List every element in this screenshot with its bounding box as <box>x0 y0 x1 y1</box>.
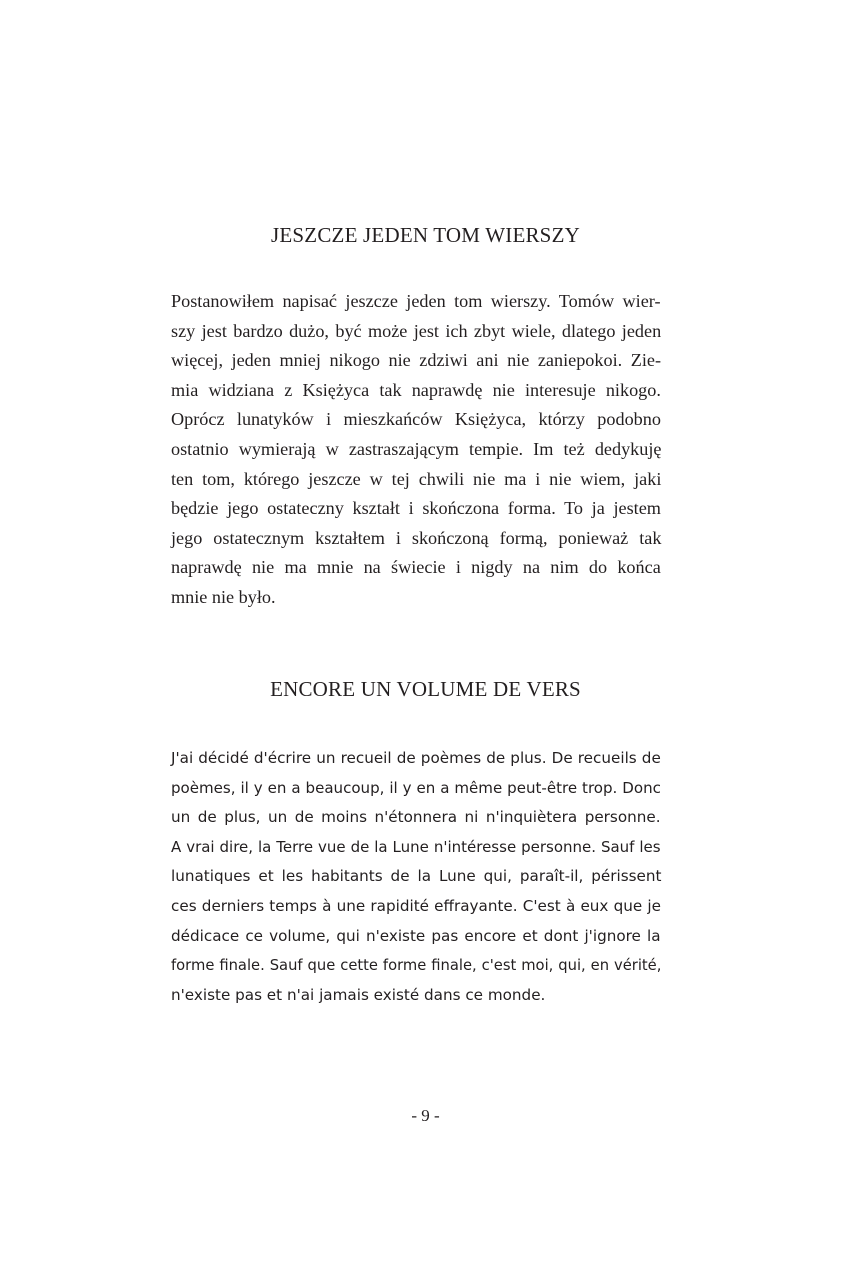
french-line: J'ai décidé d'écrire un recueil de poèmes de plus. De recueils de <box>171 749 661 767</box>
french-section-title: ENCORE UN VOLUME DE VERS <box>270 677 581 701</box>
polish-line: ostatnio wymierają w zastraszającym tempie. Im też dedykuję <box>171 438 662 459</box>
polish-line: naprawdę nie ma mnie na świecie i nigdy na nim do końca <box>171 557 661 578</box>
polish-line: Oprócz lunatyków i mieszkańców Księżyca, którzy podobno <box>171 409 661 430</box>
polish-line: więcej, jeden mniej nikogo nie zdziwi ani nie zaniepokoi. Zie- <box>171 350 662 371</box>
french-line: poèmes, il y en a beaucoup, il y en a même peut-être trop. Donc <box>171 778 661 797</box>
polish-line: szy jest bardzo dużo, być może jest ich zbyt wiele, dlatego jeden <box>171 320 662 341</box>
french-line: dédicace ce volume, qui n'existe pas encore et dont j'ignore la <box>171 926 661 945</box>
french-paragraph <box>171 744 661 1010</box>
french-line: A vrai dire, la Terre vue de la Lune n'intéresse personne. Sauf les <box>171 837 661 856</box>
polish-line: ten tom, którego jeszcze w tej chwili nie ma i nie wiem, jaki <box>171 468 662 489</box>
french-line: forme finale. Sauf que cette forme finale, c'est moi, qui, en vérité, <box>171 957 662 975</box>
french-line: n'existe pas et n'ai jamais existé dans ce monde. <box>171 985 546 1004</box>
page-number: - 9 - <box>411 1106 440 1125</box>
polish-line: jego ostatecznym kształtem i skończoną formą, ponieważ tak <box>171 527 662 548</box>
french-line: un de plus, un de moins n'étonnera ni n'inquiètera personne. <box>171 808 661 827</box>
french-line: ces derniers temps à une rapidité effrayante. C'est à eux que je <box>171 896 661 915</box>
french-line: lunatiques et les habitants de la Lune qui, paraît-il, périssent <box>171 867 662 886</box>
polish-section-title: JESZCZE JEDEN TOM WIERSZY <box>271 223 580 247</box>
polish-line: mnie nie było. <box>171 586 276 607</box>
polish-line: mia widziana z Księżyca tak naprawdę nie interesuje nikogo. <box>171 379 661 400</box>
polish-line: Postanowiłem napisać jeszcze jeden tom wierszy. Tomów wier- <box>171 291 661 311</box>
polish-paragraph <box>171 287 661 613</box>
polish-line: będzie jego ostateczny kształt i skończona forma. To ja jestem <box>171 498 661 519</box>
